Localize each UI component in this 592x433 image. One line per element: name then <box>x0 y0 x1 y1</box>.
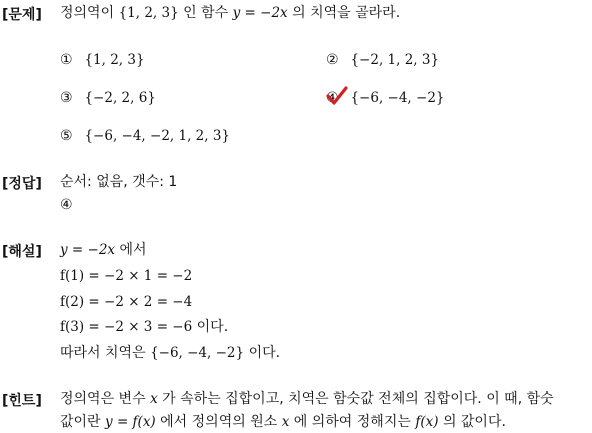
option-number: ④ <box>326 90 339 106</box>
option-value: {−2, 2, 6} <box>84 90 156 106</box>
range-set: {−6, −4, −2} <box>150 345 245 361</box>
problem-text-pre: 정의역이 <box>60 5 115 21</box>
option-number: ① <box>60 52 73 68</box>
hint-text: 가 속하는 집합이고, 치역은 함숫값 전체의 집합이다. 이 때, 함숫 <box>162 391 554 407</box>
explanation-prefix: 따라서 치역은 <box>60 345 146 361</box>
explanation-line-3: f(2) = −2 × 2 = −4 <box>60 294 193 310</box>
hint-text: 값이란 <box>60 414 101 430</box>
explanation-expression: f(3) = −2 × 3 = −6 <box>60 319 193 335</box>
hint-variable: x <box>281 414 290 430</box>
problem-text-post: 의 치역을 골라라. <box>292 5 401 21</box>
hint-variable: x <box>150 391 158 407</box>
domain-set: {1, 2, 3} <box>118 5 179 21</box>
option-value: {−6, −4, −2} <box>350 90 445 106</box>
function-expression: y = −2x <box>232 5 288 21</box>
hint-text: 의 값이다. <box>442 414 506 430</box>
problem-statement <box>60 4 400 22</box>
explanation-suffix: 이다. <box>196 319 229 335</box>
explanation-suffix: 에서 <box>119 242 147 258</box>
hint-line-2 <box>60 413 506 431</box>
option-number: ⑤ <box>60 128 73 144</box>
hint-tag: [힌트] <box>2 393 42 409</box>
problem-tag: [문제] <box>2 7 42 23</box>
hint-text: 정의역은 변수 <box>60 391 146 407</box>
hint-text: 에 의하여 정해지는 <box>293 414 411 430</box>
explanation-suffix: 이다. <box>248 345 281 361</box>
option-3[interactable] <box>60 89 156 107</box>
option-value: {−2, 1, 2, 3} <box>350 52 440 68</box>
hint-text: 에서 정의역의 원소 <box>160 414 278 430</box>
explanation-line-5 <box>60 344 280 362</box>
option-5[interactable] <box>60 127 230 145</box>
option-number: ② <box>326 52 339 68</box>
check-mark-icon <box>326 86 348 106</box>
option-2[interactable] <box>326 51 439 69</box>
explanation-tag: [해설] <box>2 244 42 260</box>
answer-order-count: 순서: 없음, 갯수: 1 <box>60 174 178 190</box>
problem-text-mid: 인 함수 <box>183 5 229 21</box>
answer-tag: [정답] <box>2 176 42 192</box>
option-number: ③ <box>60 90 73 106</box>
explanation-expression: y = −2x <box>60 242 116 258</box>
answer-choice: ④ <box>60 197 73 213</box>
hint-expression: y = f(x) <box>105 414 156 430</box>
option-value: {−6, −4, −2, 1, 2, 3} <box>84 128 231 144</box>
option-value: {1, 2, 3} <box>84 52 145 68</box>
option-1[interactable] <box>60 51 145 69</box>
hint-line-1 <box>60 390 554 408</box>
explanation-line-2: f(1) = −2 × 1 = −2 <box>60 268 193 284</box>
explanation-line-1 <box>60 241 147 259</box>
hint-expression: f(x) <box>415 414 439 430</box>
explanation-line-4 <box>60 318 228 336</box>
